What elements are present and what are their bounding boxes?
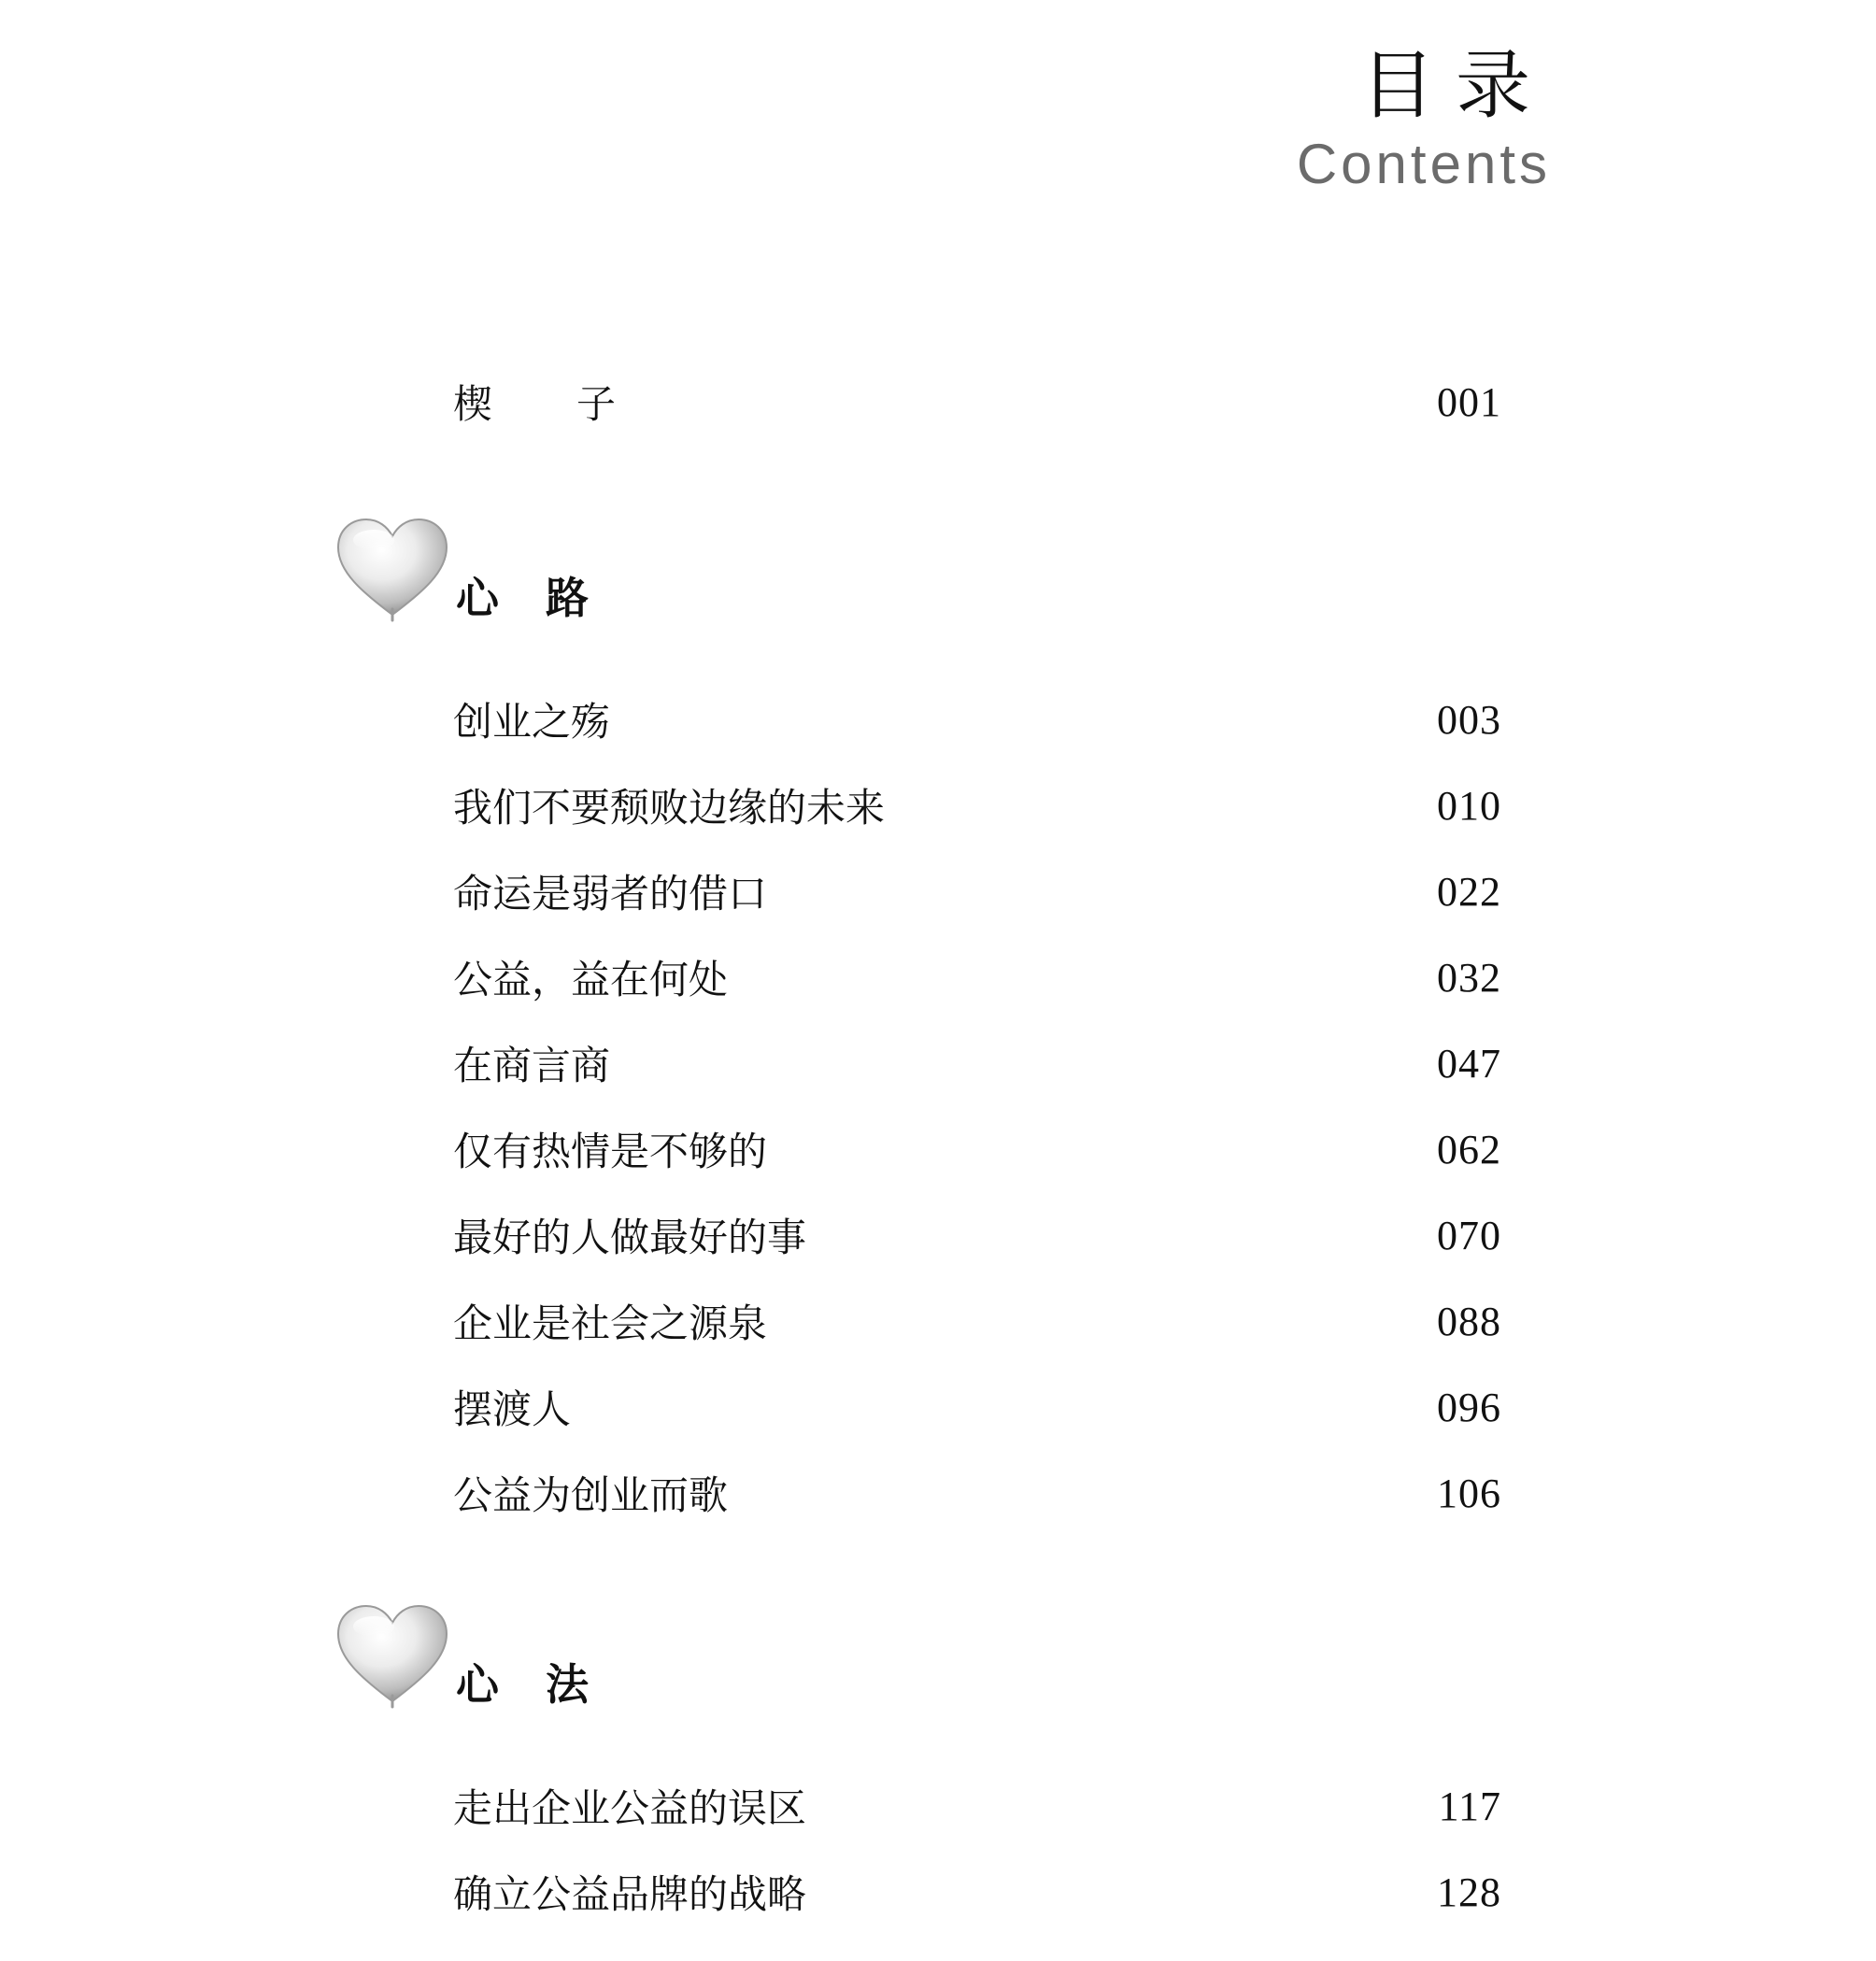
section-title: 心路	[456, 573, 635, 623]
toc-entry-page: 062	[1437, 1126, 1501, 1172]
toc-entry-page: 032	[1437, 954, 1501, 1001]
toc-entry[interactable]	[453, 687, 1501, 752]
toc-entry[interactable]	[453, 859, 1501, 924]
toc-entry-title: 最好的人做最好的事	[453, 1215, 807, 1260]
toc-entry-page: 117	[1438, 1783, 1501, 1829]
toc-entry[interactable]	[453, 773, 1501, 838]
heart-icon	[334, 1602, 450, 1709]
toc-entry-page: 096	[1437, 1384, 1501, 1430]
toc-entry-title: 命运是弱者的借口	[453, 871, 768, 917]
page-title: 目录	[1360, 42, 1551, 129]
toc-entry-prologue[interactable]	[453, 369, 1501, 434]
toc-entry-page: 022	[1437, 868, 1501, 915]
section-header	[334, 1602, 1082, 1714]
toc-entry-title: 创业之殇	[453, 699, 611, 745]
toc-entry-title: 走出企业公益的误区	[453, 1785, 807, 1831]
toc-entry-page: 003	[1437, 696, 1501, 743]
toc-entry-page: 106	[1437, 1470, 1501, 1516]
toc-entry-title: 公益为创业而歌	[453, 1472, 729, 1518]
toc-entry[interactable]	[453, 1288, 1501, 1354]
toc-entry-title: 企业是社会之源泉	[453, 1300, 768, 1346]
toc-entry-page: 001	[1437, 378, 1501, 425]
toc-entry[interactable]	[453, 945, 1501, 1010]
toc-entry-title: 楔子	[453, 381, 701, 427]
toc-entry-page: 088	[1437, 1298, 1501, 1344]
toc-entry[interactable]	[453, 1374, 1501, 1440]
toc-entry-title: 确立公益品牌的战略	[453, 1871, 807, 1917]
toc-entry[interactable]	[453, 1773, 1501, 1839]
toc-entry[interactable]	[453, 1116, 1501, 1182]
toc-entry-page: 010	[1437, 782, 1501, 829]
section-header	[334, 516, 1082, 628]
heart-icon	[334, 516, 450, 622]
toc-entry-page: 047	[1437, 1040, 1501, 1087]
toc-entry[interactable]	[453, 1460, 1501, 1526]
toc-entry-title: 公益，益在何处	[453, 957, 729, 1002]
section-title: 心法	[456, 1659, 635, 1710]
toc-entry-title: 仅有热情是不够的	[453, 1129, 768, 1174]
toc-entry-title: 我们不要颓败边缘的未来	[453, 785, 886, 831]
toc-entry[interactable]	[453, 1859, 1501, 1925]
page-subtitle: Contents	[1296, 133, 1551, 195]
toc-entry-title: 在商言商	[453, 1043, 611, 1088]
toc-entry-page: 070	[1437, 1212, 1501, 1258]
toc-entry-title: 摆渡人	[453, 1386, 572, 1432]
toc-entry[interactable]	[453, 1202, 1501, 1268]
toc-entry[interactable]	[453, 1030, 1501, 1096]
toc-entry-page: 128	[1437, 1869, 1501, 1915]
